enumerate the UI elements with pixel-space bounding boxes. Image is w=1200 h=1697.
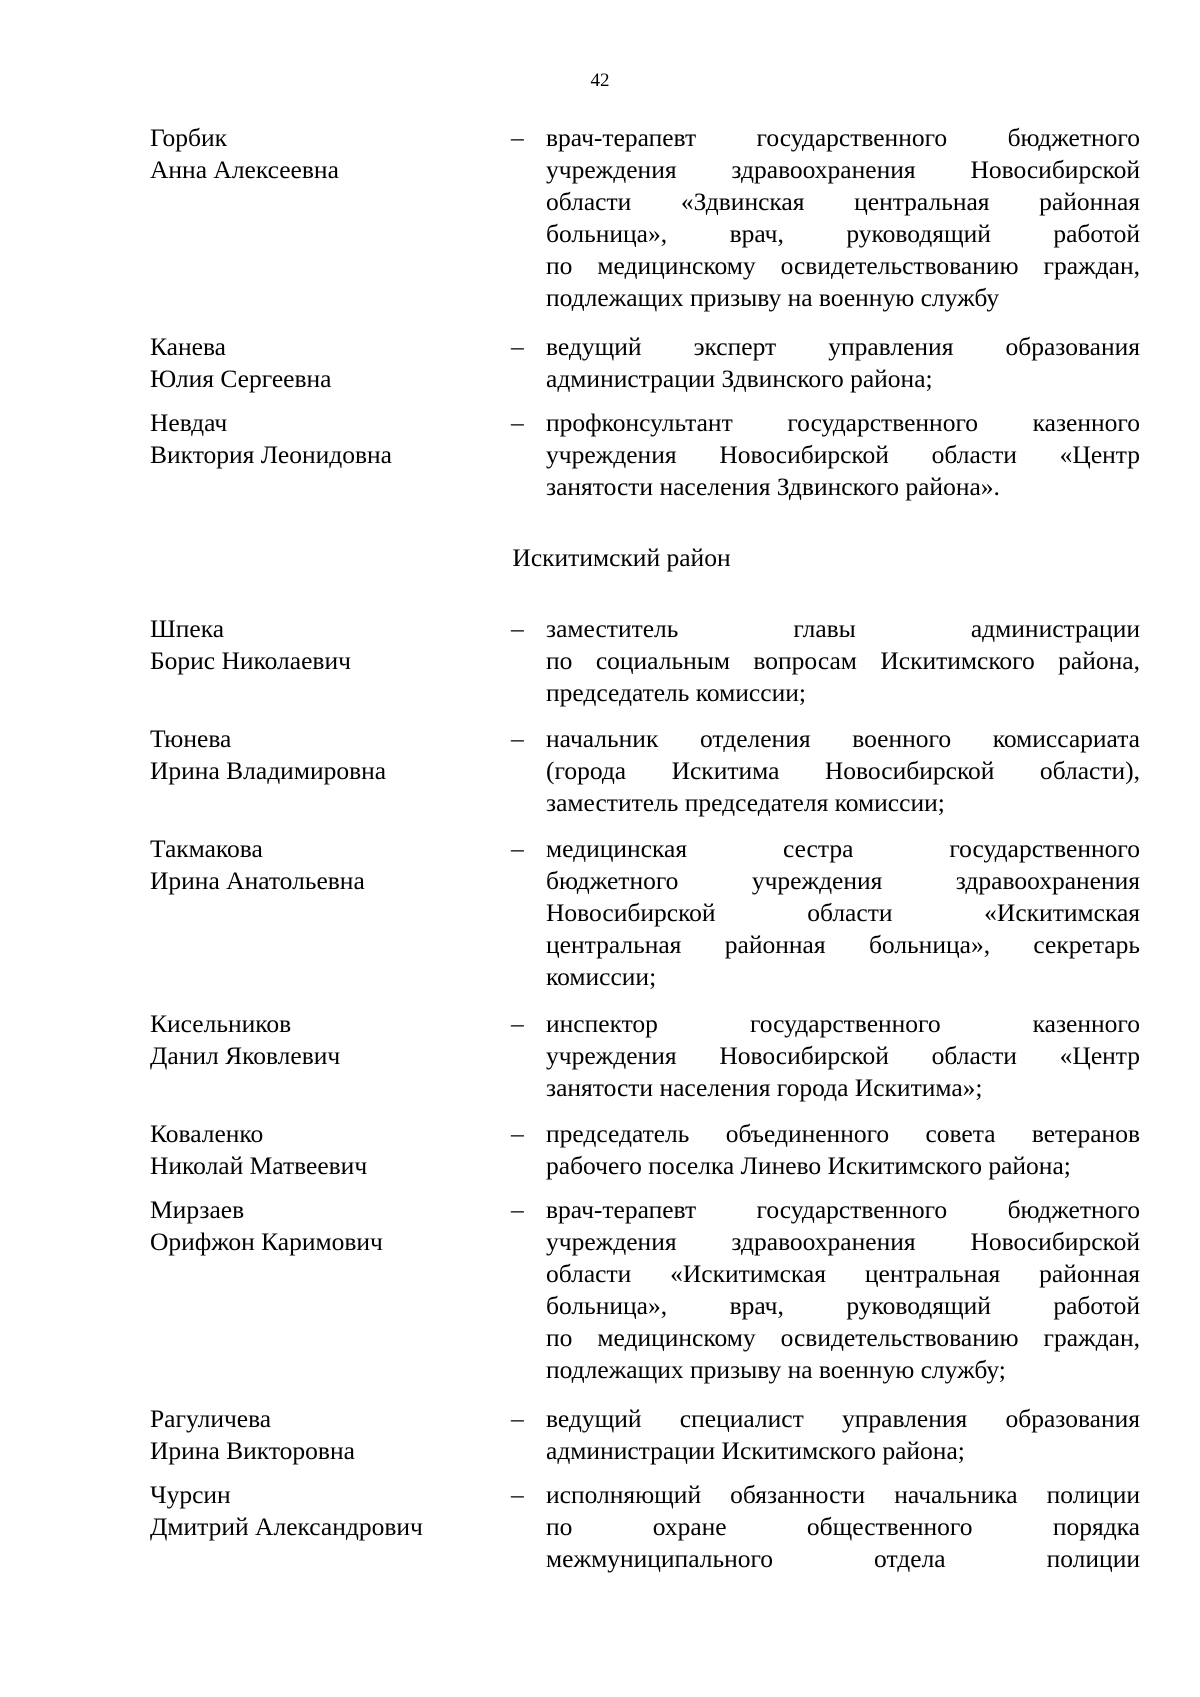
member-position [546, 723, 1140, 819]
dash-separator: – [511, 724, 524, 753]
member-given-name: Ирина Викторовна [150, 1436, 355, 1465]
position-line: исполняющий обязанности начальника полиции [546, 1480, 1140, 1509]
member-name [150, 122, 490, 186]
member-position [546, 1194, 1140, 1386]
member-given-name: Ирина Владимировна [150, 756, 387, 785]
position-line: начальник отделения военного комиссариата [546, 724, 1140, 753]
position-line: по медицинскому освидетельствованию граждан, [546, 1323, 1140, 1352]
member-given-name: Виктория Леонидовна [150, 440, 392, 469]
position-line: рабочего поселка Линево Искитимского района; [546, 1151, 1071, 1180]
position-line: (города Искитима Новосибирской области), [546, 756, 1140, 785]
member-surname: Коваленко [150, 1119, 264, 1148]
position-line: области «Здвинская центральная районная [546, 187, 1140, 216]
member-position [546, 613, 1140, 709]
dash-separator: – [511, 332, 524, 361]
position-line: подлежащих призыву на военную службу [546, 283, 1000, 312]
position-line: по охране общественного порядка [546, 1512, 1140, 1541]
dash-separator: – [511, 834, 524, 863]
member-position [546, 331, 1140, 395]
position-line: области «Искитимская центральная районная [546, 1259, 1140, 1288]
position-line: инспектор государственного казенного [546, 1009, 1140, 1038]
member-name [150, 1479, 490, 1543]
member-given-name: Юлия Сергеевна [150, 364, 332, 393]
position-line: по социальным вопросам Искитимского района, [546, 646, 1140, 675]
position-line: больница», врач, руководящий работой [546, 219, 1140, 248]
member-name [150, 1118, 490, 1182]
position-line: профконсультант государственного казенного [546, 408, 1140, 437]
member-position [546, 407, 1140, 503]
section-heading: Искитимский район [512, 543, 731, 572]
member-surname: Рагуличева [150, 1404, 272, 1433]
position-line: подлежащих призыву на военную службу; [546, 1355, 1006, 1384]
member-name [150, 833, 490, 897]
member-name [150, 331, 490, 395]
member-name [150, 1194, 490, 1258]
member-given-name: Ирина Анатольевна [150, 866, 365, 895]
position-line: ведущий специалист управления образования [546, 1404, 1140, 1433]
member-given-name: Орифжон Каримович [150, 1227, 383, 1256]
member-position [546, 1403, 1140, 1467]
member-name [150, 613, 490, 677]
member-surname: Такмакова [150, 834, 263, 863]
member-position [546, 833, 1140, 993]
member-surname: Мирзаев [150, 1195, 245, 1224]
position-line: по медицинскому освидетельствованию граждан, [546, 251, 1140, 280]
member-name [150, 1403, 490, 1467]
position-line: медицинская сестра государственного [546, 834, 1140, 863]
member-position [546, 1118, 1140, 1182]
position-line: заместитель председателя комиссии; [546, 788, 945, 817]
member-name [150, 407, 490, 471]
member-given-name: Анна Алексеевна [150, 155, 339, 184]
position-line: врач-терапевт государственного бюджетного [546, 123, 1140, 152]
member-surname: Чурсин [150, 1480, 231, 1509]
position-line: Новосибирской области «Искитимская [546, 898, 1140, 927]
dash-separator: – [511, 408, 524, 437]
position-line: занятости населения Здвинского района». [546, 472, 1000, 501]
member-surname: Кисельников [150, 1009, 292, 1038]
position-line: комиссии; [546, 962, 657, 991]
member-surname: Тюнева [150, 724, 232, 753]
dash-separator: – [511, 123, 524, 152]
member-surname: Горбик [150, 123, 228, 152]
position-line: ведущий эксперт управления образования [546, 332, 1140, 361]
dash-separator: – [511, 1119, 524, 1148]
position-line: центральная районная больница», секретарь [546, 930, 1140, 959]
dash-separator: – [511, 1009, 524, 1038]
member-position [546, 1479, 1140, 1575]
member-name [150, 1008, 490, 1072]
position-line: председатель комиссии; [546, 678, 806, 707]
dash-separator: – [511, 614, 524, 643]
position-line: председатель объединенного совета ветеранов [546, 1119, 1140, 1148]
position-line: учреждения Новосибирской области «Центр [546, 440, 1140, 469]
position-line: учреждения Новосибирской области «Центр [546, 1041, 1140, 1070]
dash-separator: – [511, 1195, 524, 1224]
member-given-name: Данил Яковлевич [150, 1041, 341, 1070]
position-line: больница», врач, руководящий работой [546, 1291, 1140, 1320]
position-line: администрации Здвинского района; [546, 364, 933, 393]
position-line: врач-терапевт государственного бюджетного [546, 1195, 1140, 1224]
dash-separator: – [511, 1480, 524, 1509]
member-surname: Шпека [150, 614, 225, 643]
position-line: администрации Искитимского района; [546, 1436, 965, 1465]
position-line: занятости населения города Искитима»; [546, 1073, 983, 1102]
position-line: учреждения здравоохранения Новосибирской [546, 1227, 1140, 1256]
position-line: межмуниципального отдела полиции [546, 1544, 1140, 1573]
dash-separator: – [511, 1404, 524, 1433]
position-line: учреждения здравоохранения Новосибирской [546, 155, 1140, 184]
member-position [546, 1008, 1140, 1104]
member-surname: Невдач [150, 408, 228, 437]
page-number: 42 [590, 70, 610, 91]
member-position [546, 122, 1140, 314]
position-line: бюджетного учреждения здравоохранения [546, 866, 1140, 895]
position-line: заместитель главы администрации [546, 614, 1140, 643]
member-name [150, 723, 490, 787]
member-given-name: Николай Матвеевич [150, 1151, 368, 1180]
member-surname: Канева [150, 332, 226, 361]
member-given-name: Борис Николаевич [150, 646, 351, 675]
member-given-name: Дмитрий Александрович [150, 1512, 423, 1541]
